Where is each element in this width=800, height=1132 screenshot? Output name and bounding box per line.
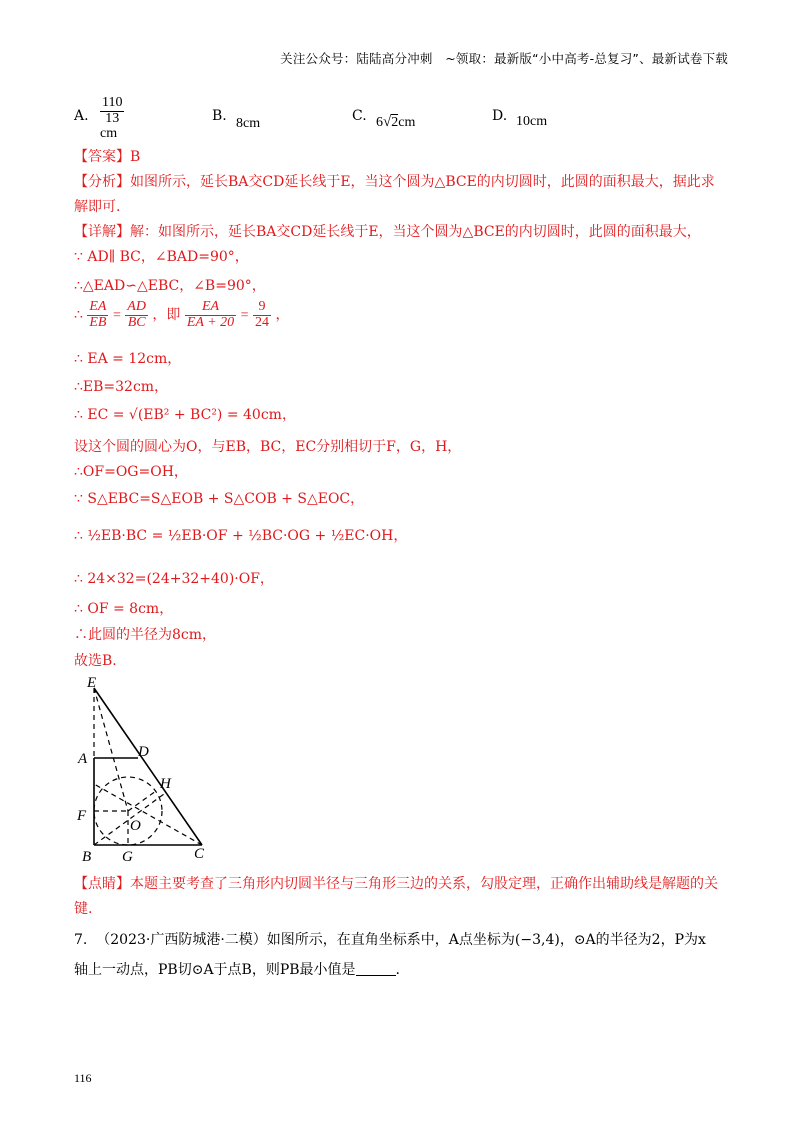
segment-ec: [94, 688, 202, 845]
step-3: [74, 300, 289, 330]
question-source: （2023·广西防城港·二模）: [96, 932, 267, 948]
step-1: ∵ AD∥ BC，∠BAD=90°，: [74, 249, 249, 265]
triangle-incircle-diagram: [74, 674, 214, 864]
label-f: F: [77, 808, 87, 824]
label-c: C: [194, 846, 205, 862]
frac-numerator: EA: [185, 300, 236, 316]
step-4: ∴ EA = 12cm，: [74, 351, 182, 367]
label-h: H: [160, 776, 171, 792]
label-a: A: [78, 751, 88, 767]
fraction-9-24: [253, 300, 271, 330]
frac-denominator: 13: [105, 110, 120, 126]
geometry-figure: [74, 674, 214, 864]
label-g: G: [122, 849, 133, 864]
page-number: 116: [74, 1071, 92, 1085]
segment-bo-extended: [94, 794, 164, 845]
equals-sign: =: [240, 308, 249, 324]
option-d-letter: D.: [492, 108, 508, 124]
step-13: ∴此圆的半径为8cm，: [74, 627, 217, 643]
step-8: ∴OF=OG=OH，: [74, 464, 188, 480]
step-10: ∴ ½EB·BC = ½EB·OF + ½BC·OG + ½EC·OH，: [74, 528, 408, 544]
step-6: ∴ EC = √(EB² + BC²) = 40cm，: [74, 407, 296, 423]
frac-denominator: 24: [255, 314, 269, 330]
question-7-line-1: [74, 925, 734, 955]
segment-co-extended: [94, 784, 202, 845]
answer-blank: [356, 961, 396, 976]
step-12: ∴ OF = 8cm，: [74, 601, 174, 617]
analysis-line-1: 【分析】如图所示，延长BA交CD延长线于E，当这个圆为△BCE的内切圆时，此圆的面积最大，据此求: [74, 174, 715, 190]
frac-numerator: EA: [89, 299, 107, 314]
comment-line-1: 【点睛】本题主要考查了三角形内切圆半径与三角形三边的关系，勾股定理，正确作出辅助线是解题的关: [74, 876, 718, 892]
frac-numerator: 110: [102, 95, 123, 110]
option-c-letter: C.: [352, 108, 367, 124]
analysis-line-2: 解即可.: [74, 199, 121, 215]
option-a-unit: cm: [100, 126, 118, 142]
fraction-ea-ea20: [185, 300, 236, 330]
fraction-ad-bc: [125, 300, 148, 330]
segment-oh: [128, 791, 156, 811]
option-a-value: [100, 96, 124, 142]
label-b: B: [82, 849, 92, 864]
option-c-value: [376, 114, 415, 131]
answer-options: [74, 95, 734, 142]
therefore-symbol: ∴: [74, 307, 83, 324]
question-text-end: .: [395, 962, 400, 978]
step-9: ∵ S△EBC=S△EOB + S△COB + S△EOC，: [74, 491, 365, 507]
answer-line: 【答案】B: [74, 149, 141, 165]
step-2: ∴△EAD∽△EBC，∠B=90°，: [74, 278, 266, 294]
label-d: D: [138, 744, 149, 760]
option-c-radicand: 2: [391, 115, 399, 130]
frac-numerator: AD: [127, 299, 146, 314]
frac-denominator: BC: [127, 314, 146, 330]
sqrt-icon: √: [383, 114, 392, 130]
frac-numerator: 9: [253, 300, 271, 316]
step-14: 故选B.: [74, 653, 117, 669]
page-header: 关注公众号：陆陆高分冲刺 ~领取：最新版“小中高考-总复习”、最新试卷下载: [280, 51, 728, 66]
question-number: 7.: [74, 932, 88, 948]
question-7-line-2: [74, 955, 734, 985]
question-text-1: 如图所示，在直角坐标系中，A点坐标为(−3,4)，⊙A的半径为2，P为x: [266, 932, 706, 948]
option-c-coef: 6: [376, 115, 383, 130]
option-c-unit: cm: [398, 115, 416, 130]
question-7: [74, 925, 734, 985]
frac-denominator: EB: [89, 314, 107, 330]
option-d-value: 10cm: [516, 114, 548, 129]
solid-lines: [94, 688, 202, 845]
comment-line-2: 键.: [74, 901, 93, 917]
option-b-letter: B.: [212, 108, 227, 124]
step-3-end: ，: [275, 307, 290, 324]
option-a-letter: A.: [74, 108, 89, 124]
step-3-connector: ，即: [152, 307, 181, 324]
option-b-value: 8cm: [236, 116, 261, 131]
label-e: E: [87, 675, 97, 691]
step-7: 设这个圆的圆心为O，与EB，BC，EC分别相切于F，G，H，: [74, 439, 462, 455]
fraction-ea-eb: [87, 300, 108, 330]
segment-eo: [94, 688, 128, 811]
detail-line: 【详解】解：如图所示，延长BA交CD延长线于E，当这个圆为△BCE的内切圆时，此圆的面积最大，: [74, 224, 701, 240]
option-a-fraction: [100, 96, 124, 126]
equals-sign: =: [112, 308, 121, 324]
label-o: O: [130, 818, 141, 834]
question-text-2: 轴上一动点，PB切⊙A于点B，则PB最小值是: [74, 962, 356, 978]
step-11: ∴ 24×32=(24+32+40)·OF，: [74, 571, 274, 587]
frac-denominator: EA + 20: [186, 314, 235, 330]
step-5: ∴EB=32cm，: [74, 379, 169, 395]
